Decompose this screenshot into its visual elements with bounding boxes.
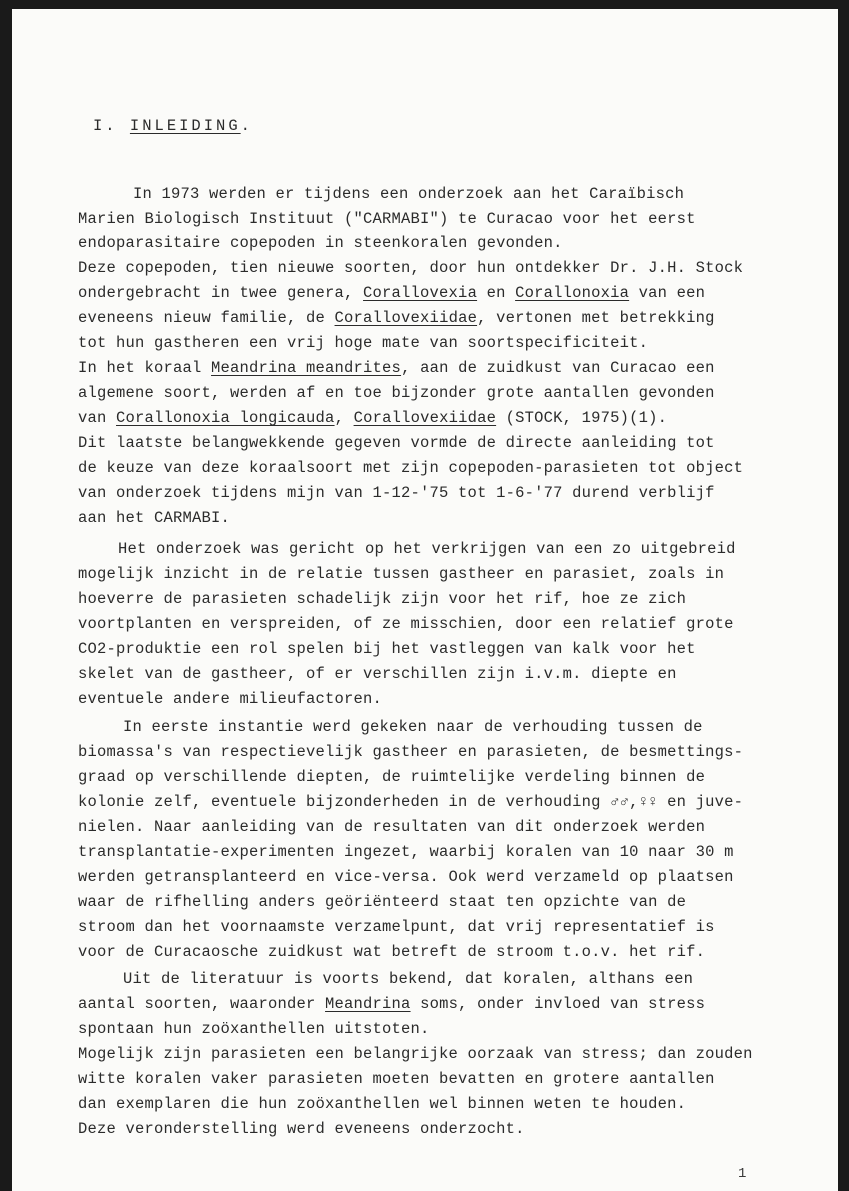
- text-line: [78, 665, 677, 683]
- text-line: [78, 234, 563, 252]
- text-line: [78, 793, 743, 811]
- document-body: [12, 9, 838, 1191]
- text-line: [78, 615, 734, 633]
- text-run: nielen. Naar aanleiding van de resultaten van dit onderzoek werden: [78, 818, 706, 836]
- text-line: [78, 1095, 686, 1113]
- text-line: [78, 459, 743, 477]
- underlined-taxon: Meandrina meandrites: [211, 359, 402, 377]
- text-line: [78, 484, 715, 502]
- text-line: [78, 918, 715, 936]
- text-run: Uit de literatuur is voorts bekend, dat koralen, althans een: [123, 970, 694, 988]
- text-line: [78, 259, 743, 277]
- text-run: transplantatie-experimenten ingezet, waarbij koralen van 10 naar 30 m: [78, 843, 734, 861]
- text-line: [78, 590, 686, 608]
- text-line: [78, 995, 705, 1013]
- text-line: [123, 718, 703, 736]
- text-run: Het onderzoek was gericht op het verkrijgen van een zo uitgebreid: [118, 540, 736, 558]
- section-number: I.: [93, 117, 118, 135]
- text-run: biomassa's van respectievelijk gastheer en parasieten, de besmettings-: [78, 743, 744, 761]
- underlined-taxon: Corallonoxia: [515, 284, 630, 302]
- text-line: [78, 868, 734, 886]
- text-run: endoparasitaire copepoden in steenkoralen gevonden.: [78, 234, 563, 252]
- text-run: ,: [334, 409, 354, 427]
- text-run: spontaan hun zoöxanthellen uitstoten.: [78, 1020, 430, 1038]
- text-line: [78, 359, 715, 377]
- text-run: waar de rifhelling anders geöriënteerd staat ten opzichte van de: [78, 893, 687, 911]
- section-heading: I. INLEIDING.: [93, 117, 253, 135]
- text-line: [133, 185, 684, 203]
- text-line: [78, 1045, 753, 1063]
- text-run: Marien Biologisch Instituut ("CARMABI") te Curacao voor het eerst: [78, 210, 696, 228]
- text-line: [78, 640, 696, 658]
- text-run: van een: [629, 284, 706, 302]
- text-run: , vertonen met betrekking: [477, 309, 715, 327]
- text-run: In het koraal: [78, 359, 212, 377]
- text-run: voor de Curacaosche zuidkust wat betreft de stroom t.o.v. het rif.: [78, 943, 706, 961]
- text-run: werden getransplanteerd en vice-versa. Ook werd verzameld op plaatsen: [78, 868, 734, 886]
- text-run: ondergebracht in twee genera,: [78, 284, 364, 302]
- underlined-taxon: Meandrina: [325, 995, 411, 1013]
- text-run: skelet van de gastheer, of er verschillen zijn i.v.m. diepte en: [78, 665, 677, 683]
- text-run: In 1973 werden er tijdens een onderzoek aan het Caraïbisch: [133, 185, 685, 203]
- text-line: [123, 970, 693, 988]
- underlined-taxon: Corallonoxia longicauda: [116, 409, 335, 427]
- text-run: voortplanten en verspreiden, of ze misschien, door een relatief grote: [78, 615, 734, 633]
- underlined-taxon: Corallovexia: [363, 284, 478, 302]
- text-line: [78, 1070, 715, 1088]
- text-line: [78, 210, 696, 228]
- text-run: stroom dan het voornaamste verzamelpunt, dat vrij representatief is: [78, 918, 715, 936]
- text-run: dan exemplaren die hun zoöxanthellen wel binnen weten te houden.: [78, 1095, 687, 1113]
- text-run: CO2-produktie een rol spelen bij het vastleggen van kalk voor het: [78, 640, 696, 658]
- text-run: de keuze van deze koraalsoort met zijn copepoden-parasieten tot object: [78, 459, 744, 477]
- text-line: [78, 284, 705, 302]
- text-line: [118, 540, 736, 558]
- text-line: [78, 943, 705, 961]
- underlined-taxon: Corallovexiidae: [334, 309, 478, 327]
- text-run: mogelijk inzicht in de relatie tussen gastheer en parasiet, zoals in: [78, 565, 725, 583]
- text-line: [78, 893, 686, 911]
- text-run: , aan de zuidkust van Curacao een: [401, 359, 715, 377]
- text-run: van: [78, 409, 117, 427]
- text-line: [78, 843, 734, 861]
- text-run: (STOCK, 1975)(1).: [496, 409, 668, 427]
- text-line: [78, 409, 667, 427]
- text-run: aan het CARMABI.: [78, 509, 231, 527]
- text-run: Deze veronderstelling werd eveneens onderzocht.: [78, 1120, 525, 1138]
- text-line: [78, 1120, 525, 1138]
- text-run: kolonie zelf, eventuele bijzonderheden in de verhouding ♂♂,♀♀ en juve-: [78, 793, 744, 811]
- text-line: [78, 334, 648, 352]
- text-run: graad op verschillende diepten, de ruimtelijke verdeling binnen de: [78, 768, 706, 786]
- text-line: [78, 818, 705, 836]
- text-run: aantal soorten, waaronder: [78, 995, 326, 1013]
- text-run: soms, onder invloed van stress: [410, 995, 706, 1013]
- text-line: [78, 743, 743, 761]
- text-run: algemene soort, werden af en toe bijzonder grote aantallen gevonden: [78, 384, 715, 402]
- text-line: [78, 509, 230, 527]
- text-run: witte koralen vaker parasieten moeten bevatten en grotere aantallen: [78, 1070, 715, 1088]
- text-run: van onderzoek tijdens mijn van 1-12-'75 tot 1-6-'77 durend verblijf: [78, 484, 715, 502]
- text-run: eventuele andere milieufactoren.: [78, 690, 383, 708]
- section-title: INLEIDING: [129, 117, 241, 135]
- text-run: hoeverre de parasieten schadelijk zijn voor het rif, hoe ze zich: [78, 590, 687, 608]
- document-page: [12, 9, 838, 1191]
- text-line: [78, 768, 705, 786]
- text-line: [78, 1020, 430, 1038]
- text-run: en: [477, 284, 516, 302]
- text-line: [78, 384, 715, 402]
- text-line: [78, 690, 382, 708]
- text-line: [78, 565, 724, 583]
- text-run: Deze copepoden, tien nieuwe soorten, door hun ontdekker Dr. J.H. Stock: [78, 259, 744, 277]
- text-line: [78, 309, 715, 327]
- text-run: Mogelijk zijn parasieten een belangrijke oorzaak van stress; dan zouden: [78, 1045, 753, 1063]
- text-run: eveneens nieuw familie, de: [78, 309, 335, 327]
- underlined-taxon: Corallovexiidae: [353, 409, 497, 427]
- text-run: In eerste instantie werd gekeken naar de verhouding tussen de: [123, 718, 703, 736]
- text-run: Dit laatste belangwekkende gegeven vormde de directe aanleiding tot: [78, 434, 715, 452]
- text-line: [78, 434, 715, 452]
- page-number: 1: [738, 1166, 747, 1182]
- text-run: tot hun gastheren een vrij hoge mate van soortspecificiteit.: [78, 334, 649, 352]
